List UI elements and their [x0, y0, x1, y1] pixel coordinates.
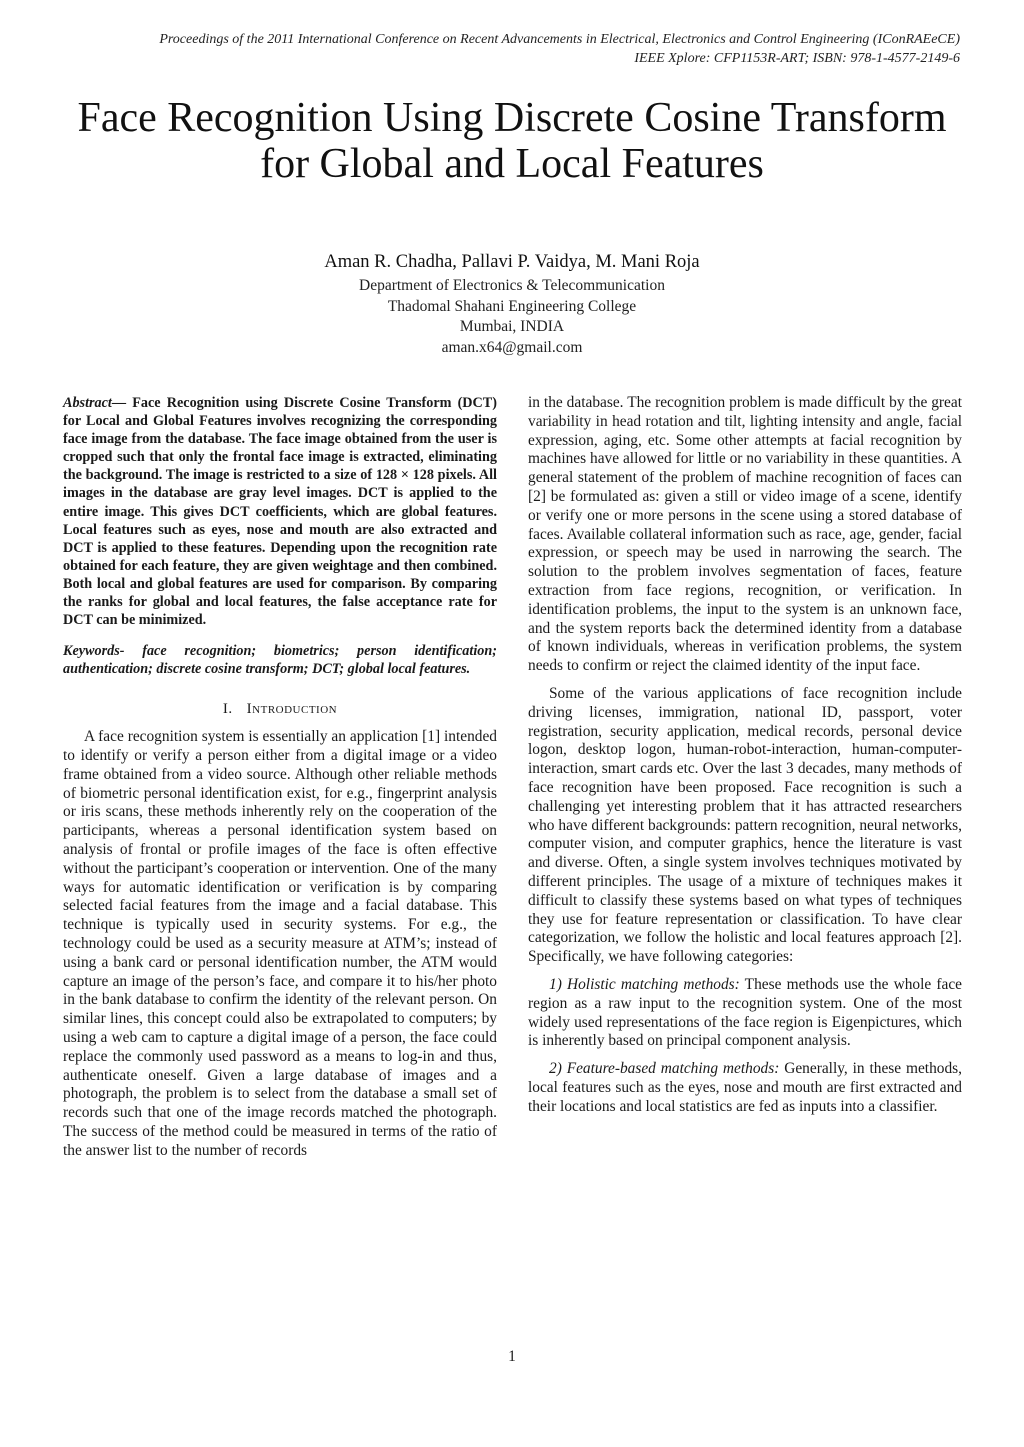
feature-based-methods-paragraph — [528, 1060, 962, 1116]
keywords: Keywords- face recognition; biometrics; person identification; authentication; discrete cosine transform; DCT; global local features. — [63, 643, 497, 678]
section-title: Introduction — [246, 701, 338, 718]
abstract — [63, 394, 497, 629]
abstract-label: Abstract — [63, 395, 112, 411]
right-column — [528, 394, 962, 1116]
paper-title — [60, 95, 964, 187]
affiliation-department: Department of Electronics & Telecommunication — [359, 277, 665, 294]
page-number: 1 — [508, 1348, 516, 1365]
abstract-text: — Face Recognition using Discrete Cosine Transform (DCT) for Local and Global Features involves recognizing the corresponding face image from the database. The face image obtained from the user is cropped such that only the frontal face image is extracted, eliminating the background. The image is restricted to a size of 128 × 128 pixels. All images in the database are gray level images. DCT is applied to the entire image. This gives DCT coefficients, which are global features. Local features such as eyes, nose and mouth are also extracted and DCT is applied to these features. Depending upon the recognition rate obtained for each feature, they are given weightage and then combined. Both local and global features are used for comparison. By comparing the ranks for global and local features, the false acceptance rate for DCT can be minimized. — [63, 395, 497, 629]
author-list: Aman R. Chadha, Pallavi P. Vaidya, M. Mani Roja — [324, 252, 700, 272]
conference-header — [40, 30, 960, 68]
left-column — [63, 394, 497, 1161]
holistic-methods-paragraph — [528, 976, 962, 1051]
title-line-2: for Global and Local Features — [260, 141, 764, 187]
feature-based-methods-heading: 2) Feature-based matching methods: — [549, 1060, 780, 1078]
intro-paragraph-continued: in the database. The recognition problem is made difficult by the great variability in head rotation and tilt, lighting intensity and angle, facial expression, aging, etc. Some other attempts at facial recognition by machines have allowed for little or no variability in these quantities. A general statement of the problem of machine recognition of faces can [2] be formulated as: given a still or video image of a scene, identify or verify one or more persons in the scene using a stored database of faces. Available collateral information such as race, age, gender, facial expression, or speech may be used in narrowing the search. The solution to the problem involves segmentation of faces, feature extraction from face regions, recognition, or verification. In identification problems, the input to the system is an unknown face, and the system reports back the determined identity from a database of known individuals, whereas in verification problems, the system needs to confirm or reject the claimed identity of the input face. — [528, 394, 962, 675]
affiliation-email: aman.x64@gmail.com — [441, 338, 583, 356]
section-heading-introduction — [63, 700, 497, 719]
intro-paragraph-applications: Some of the various applications of face recognition include driving licenses, immigration, national ID, passport, voter registration, security application, medical records, personal device logon, desktop logon, human-robot-interaction, human-computer-interaction, smart cards etc. Over the last 3 decades, many methods of face recognition have been proposed. Face recognition is such a challenging yet interesting problem that it has attracted researchers who have different backgrounds: pattern recognition, neural networks, computer vision, and computer graphics, hence the literature is vast and diverse. Often, a single system involves techniques motivated by different principles. The usage of a mixture of techniques makes it difficult to classify these systems based on what types of techniques they use for feature representation or classification. To have clear categorization, we follow the holistic and local features approach [2]. Specifically, we have following categories: — [528, 684, 962, 966]
header-isbn: IEEE Xplore: CFP1153R-ART; ISBN: 978-1-4577-2149-6 — [634, 51, 960, 66]
holistic-methods-heading: 1) Holistic matching methods: — [549, 975, 740, 993]
affiliation — [212, 276, 812, 358]
header-proceedings: Proceedings of the 2011 International Conference on Recent Advancements in Electrical, Electronics and Control Engineering (IConRAEeCE) — [159, 32, 960, 47]
section-number: I. — [222, 701, 233, 718]
title-line-1: Face Recognition Using Discrete Cosine Transform — [77, 95, 947, 141]
intro-paragraph-1: A face recognition system is essentially an application [1] intended to identify or verify a person either from a digital image or a video frame obtained from a video source. Although other reliable methods of biometric personal identification exist, for e.g., fingerprint analysis or iris scans, these methods inherently rely on the cooperation of the participants, whereas a personal identification system based on analysis of frontal or profile images of the face is often effective without the participant’s cooperation or intervention. One of the many ways for automatic identification or verification is by comparing selected facial features from the image and a facial database. This technique is typically used in security systems. For e.g., the technology could be used as a security measure at ATM’s; instead of using a bank card or personal identification number, the ATM would capture an image of the person’s face, and compare it to his/her photo in the bank database to confirm the identity of the relevant person. On similar lines, this concept could also be extrapolated to computers; by using a web cam to capture a digital image of a person, the face could replace the commonly used password as a means to log-in and thus, authenticate oneself. Given a large database of images and a photograph, the problem is to select from the database a small set of records such that one of the image records matched the photograph. The success of the method could be measured in terms of the ratio of the answer list to the number of records — [63, 728, 497, 1159]
feature-based-methods-text: Generally, in these methods, local features such as the eyes, nose and mouth are first extracted and their locations and local statistics are fed as inputs into a classifier. — [528, 1060, 963, 1115]
holistic-methods-text: These methods use the whole face region as a raw input to the recognition system. One of the most widely used representations of the face region is Eigenpictures, which is inherently based on principal component analysis. — [528, 975, 962, 1050]
affiliation-college: Thadomal Shahani Engineering College — [387, 297, 637, 315]
affiliation-location: Mumbai, INDIA — [459, 318, 565, 336]
